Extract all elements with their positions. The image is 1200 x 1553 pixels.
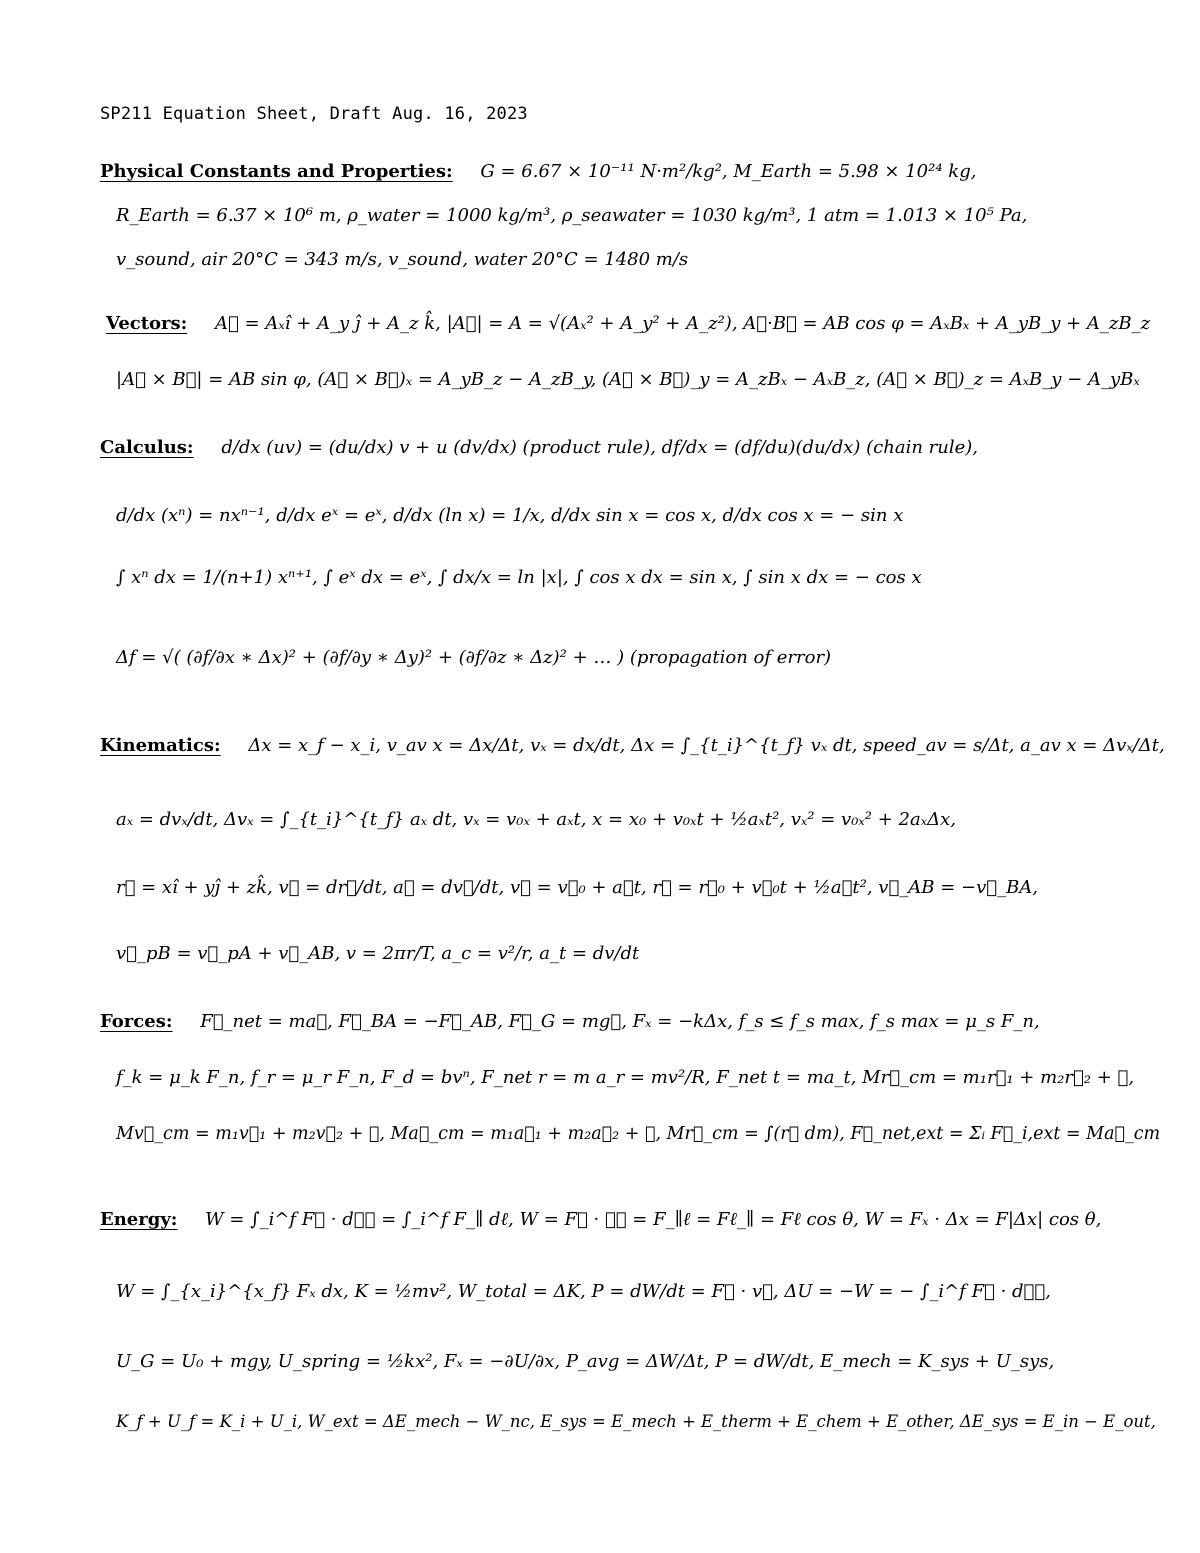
constants-eq-3: v_sound, air 20°C = 343 m/s, v_sound, water 20°C = 1480 m/s bbox=[116, 249, 689, 270]
constants-eq-1: G = 6.67 × 10⁻¹¹ N·m²/kg², M_Earth = 5.98 × 10²⁴ kg, bbox=[480, 161, 977, 182]
constants-heading: Physical Constants and Properties: bbox=[100, 161, 453, 182]
energy-eq-4: K_f + U_f = K_i + U_i, W_ext = ΔE_mech − W_nc, E_sys = E_mech + E_therm + E_chem + E_other, ΔE_sys = E_in − E_out, bbox=[116, 1412, 1156, 1431]
vectors-line-2 bbox=[116, 368, 1140, 392]
forces-line-1 bbox=[100, 1010, 1100, 1034]
kinematics-eq-1: Δx = x_f − x_i, v_av x = Δx/Δt, vₓ = dx/dt, Δx = ∫_{t_i}^{t_f} vₓ dt, speed_av = s/Δt, a_av x = Δvₓ/Δt, bbox=[248, 735, 1165, 756]
kinematics-eq-4: v⃗_pB = v⃗_pA + v⃗_AB, v = 2πr/T, a_c = v²/r, a_t = dv/dt bbox=[116, 943, 640, 964]
calculus-line-1 bbox=[100, 436, 1100, 460]
forces-eq-2: f_k = μ_k F_n, f_r = μ_r F_n, F_d = bvⁿ, F_net r = m a_r = mv²/R, F_net t = ma_t, Mr⃗_cm = m₁r⃗₁ + m₂r⃗₂ + ⋯, bbox=[116, 1067, 1135, 1088]
energy-line-4 bbox=[116, 1410, 1156, 1434]
kinematics-line-1 bbox=[100, 734, 1165, 758]
calculus-eq-3: ∫ xⁿ dx = 1/(n+1) xⁿ⁺¹, ∫ eˣ dx = eˣ, ∫ dx/x = ln |x|, ∫ cos x dx = sin x, ∫ sin x dx = − cos x bbox=[116, 567, 922, 588]
energy-eq-1: W = ∫_i^f F⃗ · dℓ⃗ = ∫_i^f F_∥ dℓ, W = F⃗ · ℓ⃗ = F_∥ℓ = Fℓ_∥ = Fℓ cos θ, W = Fₓ · Δx = F|Δx| cos θ, bbox=[205, 1209, 1102, 1230]
vectors-eq-2: |A⃗ × B⃗| = AB sin φ, (A⃗ × B⃗)ₓ = A_yB_z − A_zB_y, (A⃗ × B⃗)_y = A_zBₓ − AₓB_z, (A⃗ × B⃗)_z = AₓB_y − A_yBₓ bbox=[116, 369, 1140, 390]
constants-line-2 bbox=[116, 204, 1116, 228]
energy-line-1 bbox=[100, 1208, 1100, 1232]
kinematics-heading: Kinematics: bbox=[100, 735, 221, 756]
calculus-eq-1: d/dx (uv) = (du/dx) v + u (dv/dx) (product rule), df/dx = (df/du)(du/dx) (chain rule), bbox=[221, 437, 978, 458]
energy-line-3 bbox=[116, 1350, 1116, 1374]
calculus-line-4 bbox=[116, 646, 1116, 670]
forces-line-3 bbox=[116, 1122, 1161, 1146]
forces-eq-1: F⃗_net = ma⃗, F⃗_BA = −F⃗_AB, F⃗_G = mg⃗, Fₓ = −kΔx, f_s ≤ f_s max, f_s max = μ_s F_n, bbox=[200, 1011, 1040, 1032]
forces-line-2 bbox=[116, 1066, 1135, 1090]
calculus-heading: Calculus: bbox=[100, 437, 194, 458]
calculus-eq-4: Δf = √( (∂f/∂x ∗ Δx)² + (∂f/∂y ∗ Δy)² + (∂f/∂z ∗ Δz)² + … ) (propagation of error) bbox=[116, 647, 832, 668]
forces-heading: Forces: bbox=[100, 1011, 173, 1032]
calculus-line-2 bbox=[116, 504, 1116, 528]
kinematics-eq-3: r⃗ = xî + yĵ + zk̂, v⃗ = dr⃗/dt, a⃗ = dv⃗/dt, v⃗ = v⃗₀ + a⃗t, r⃗ = r⃗₀ + v⃗₀t + ½a⃗t², v⃗_AB = −v⃗_BA, bbox=[116, 877, 1039, 898]
vectors-heading: Vectors: bbox=[106, 313, 188, 334]
vectors-eq-1: A⃗ = Aₓî + A_y ĵ + A_z k̂, |A⃗| = A = √(Aₓ² + A_y² + A_z²), A⃗·B⃗ = AB cos φ = AₓBₓ + A_yB_y + A_zB_z bbox=[215, 313, 1151, 334]
constants-line-3 bbox=[116, 248, 1116, 272]
kinematics-line-3 bbox=[116, 876, 1116, 900]
constants-line-1 bbox=[100, 160, 1100, 184]
energy-eq-3: U_G = U₀ + mgy, U_spring = ½kx², Fₓ = −∂U/∂x, P_avg = ΔW/Δt, P = dW/dt, E_mech = K_sys + U_sys, bbox=[116, 1351, 1055, 1372]
calculus-line-3 bbox=[116, 566, 1116, 590]
forces-eq-3: Mv⃗_cm = m₁v⃗₁ + m₂v⃗₂ + ⋯, Ma⃗_cm = m₁a⃗₁ + m₂a⃗₂ + ⋯, Mr⃗_cm = ∫(r⃗ dm), F⃗_net,ext = Σᵢ F⃗_i,ext = Ma⃗_cm bbox=[116, 1124, 1161, 1144]
energy-eq-2: W = ∫_{x_i}^{x_f} Fₓ dx, K = ½mv², W_total = ΔK, P = dW/dt = F⃗ · v⃗, ΔU = −W = − ∫_i^f F⃗ · dℓ⃗, bbox=[116, 1281, 1051, 1302]
constants-eq-2: R_Earth = 6.37 × 10⁶ m, ρ_water = 1000 kg/m³, ρ_seawater = 1030 kg/m³, 1 atm = 1.013 × 10⁵ Pa, bbox=[116, 205, 1028, 226]
sheet-title: SP211 Equation Sheet, Draft Aug. 16, 2023 bbox=[100, 104, 528, 124]
kinematics-line-4 bbox=[116, 942, 1116, 966]
kinematics-line-2 bbox=[116, 808, 1116, 832]
energy-heading: Energy: bbox=[100, 1209, 178, 1230]
energy-line-2 bbox=[116, 1280, 1116, 1304]
kinematics-eq-2: aₓ = dvₓ/dt, Δvₓ = ∫_{t_i}^{t_f} aₓ dt, vₓ = v₀ₓ + aₓt, x = x₀ + v₀ₓt + ½aₓt², vₓ² = v₀ₓ² + 2aₓΔx, bbox=[116, 809, 956, 830]
calculus-eq-2: d/dx (xⁿ) = nxⁿ⁻¹, d/dx eˣ = eˣ, d/dx (ln x) = 1/x, d/dx sin x = cos x, d/dx cos x = − sin x bbox=[116, 505, 904, 526]
vectors-line-1 bbox=[106, 312, 1151, 336]
